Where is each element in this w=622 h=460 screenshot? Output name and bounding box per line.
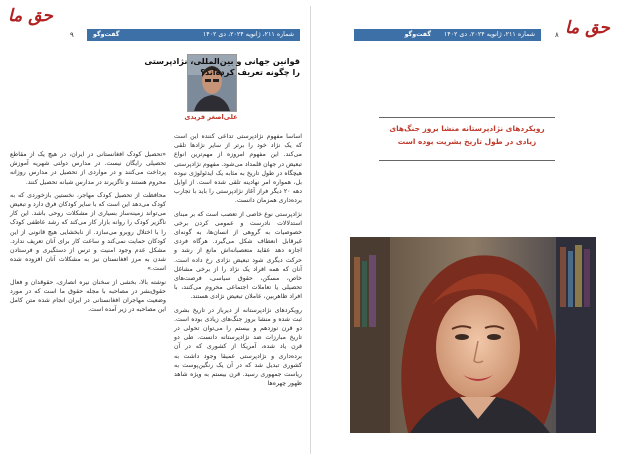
magazine-logo: حق ما — [565, 18, 610, 38]
pull-quote-line-2: زیادی در طول تاریخ بشریت بوده است — [397, 137, 537, 146]
article-headline — [110, 56, 300, 78]
paragraph: «تحصیل کودک افغانستانی در ایران، در هیچ یک از مقاطع تحصیلی رایگان نیست. در مدارس دولتی شهریه آموزش پرداخت می‌کنند و در مواردی از تحصیل در مدارس روزانه محروم هستند و ناگزیرند در مدارس شبانه تحصیل کنند. — [10, 151, 166, 186]
headline-line-1: قوانین جهانی و بین‌المللی، نژادپرستی — [144, 56, 300, 66]
interviewee-photo — [350, 237, 596, 433]
quote-rule-top — [379, 117, 555, 118]
magazine-logo: حق ما — [8, 6, 53, 26]
pull-quote-line-1: رویکردهای نژادپرستانه منشا بروز جنگ‌های — [389, 124, 545, 133]
paragraph: نوشته بالا، بخشی از سخنان نیره انصاری، حقوقدان و فعال حقوق‌بشر در مصاحبه با مجله حقوق ما است که در مورد وضعیت مهاجران افغانستانی در ایران انجام شده متن کامل این مصاحبه در زیر آمده است. — [10, 278, 166, 314]
quote-rule-bottom — [379, 160, 555, 161]
headline-line-2: را چگونه تعریف کرده‌اند؟ — [200, 67, 300, 77]
paragraph: رویکردهای نژادپرستانه از دیرباز در تاریخ بشری ثبت شده و منشا بروز جنگ‌های زیادی بوده است. دو قرن نوزدهم و بیستم را می‌توان تحولی در تاریخ مبارزات ضد نژادپرستانه دانست. طی دو قرن یاد شده، آمریکا از کشوری که در آن برده‌داری و نژادپرستی عمیقا وجود داشت به کشوری تبدیل شد که در آن یک رنگین‌پوست به ریاست جمهوری رسید. قرن بیستم به ویژه شاهد ظهور چهره‌ها — [174, 306, 302, 388]
page-number: ۸ — [555, 31, 559, 39]
paragraph: نژادپرستی نوع خاصی از تعصب است که بر مبنای استدلالات نادرست و عمومی کردن برخی خصوصیات به گروهی از انسان‌ها، به گونه‌ای غیرقابل انعطاف شکل می‌گیرد. هرگاه فردی اجازه دهد عقاید متعصبانه‌اش مانع از رشد و حرکت دیگری شود تبعیض نژادی رخ داده است. آنان که همه افراد یک نژاد را از برخی مشاغل خاص، مسکن، حقوق سیاسی، فرصت‌های تحصیلی یا تعاملات اجتماعی محروم می‌کنند، با افراد ظاهربین، عاملان تبعیض نژادی هستند. — [174, 210, 302, 301]
pull-quote — [351, 122, 583, 148]
issue-info: شماره ۲۱۱، ژانویه ۲۰۲۴، دی ۱۴۰۲ — [443, 31, 535, 38]
page-number: ۹ — [70, 31, 74, 39]
issue-info: شماره ۲۱۱، ژانویه ۲۰۲۴، دی ۱۴۰۲ — [202, 31, 294, 38]
paragraph: محافظت از تحصیل کودک مهاجر، نخستین بازخوردی که به کودک می‌دهد این است که با سایر کودکان فرق دارد و تبعیض می‌تواند زمینه‌ساز بسیاری از مشکلات روحی باشد. این کار ناگزیر کودک را روانه بازار کار می‌کند که رشد عاطفی کودک را با اختلال روبرو می‌سازد. از نابخشایی هیچ قانونی از این کودکان حمایت نمی‌کند و ساعت کار برای آنان تعریف ندارد. مشکل عدم وجود امنیت و ترس از دستگیری و فرستادن شدن به مرز افغانستان نیز به مشکلات آنان افزوده شده است.» — [10, 191, 166, 273]
interviewee-portrait-image — [350, 237, 596, 433]
right-page — [311, 0, 622, 460]
header-band — [354, 29, 541, 41]
header-band — [87, 29, 300, 41]
author-name: علی‌اصغر فریدی — [184, 113, 238, 121]
section-label: گفت‌وگو — [93, 31, 120, 38]
paragraph: اساسا مفهوم نژادپرستی تداعی کننده این است که یک نژاد خود را برتر از سایر نژادها تلقی می‌کند. این مفهوم امروزه از مهم‌ترین انواع تبعیض در جهان قلمداد می‌شود. مفهوم نژادپرستی هیچگاه در طول تاریخ به مثابه یک ایدئولوژی نبوده بل، همواره امر نهادینه تلقی شده است. از اوایل دهه ۲۰ دیگر فراز آغاز نژادپرستی را باید با تجارب برده‌داری همزمان دانست. — [174, 133, 302, 205]
left-column-text — [10, 150, 166, 318]
section-label: گفت‌وگو — [404, 31, 431, 38]
right-column-text — [174, 132, 302, 392]
